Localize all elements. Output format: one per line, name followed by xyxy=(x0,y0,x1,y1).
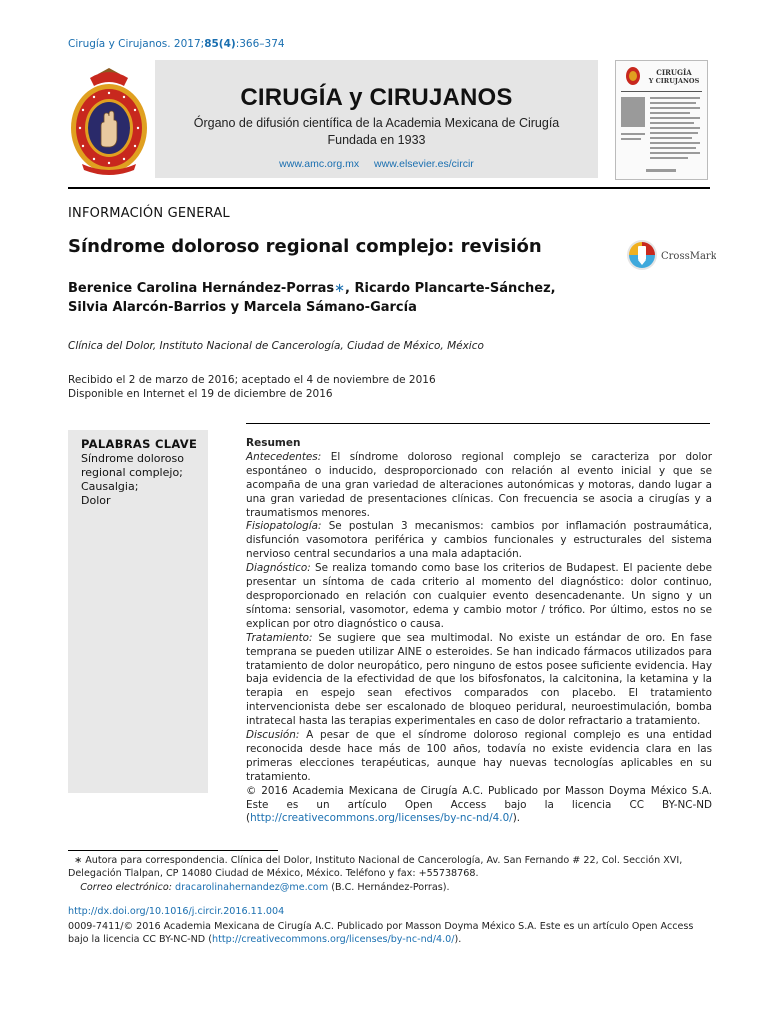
bottom-license-link[interactable]: http://creativecommons.org/licenses/by-nc-nd/4.0/ xyxy=(212,934,455,946)
email-label: Correo electrónico: xyxy=(80,881,172,893)
header-rule xyxy=(68,187,710,189)
copyright-text: © 2016 Academia Mexicana de Cirugía A.C. Publicado por Masson Doyma México S.A. Este es un artículo Open Access bajo la licencia CC BY-NC-ND ( xyxy=(246,784,712,825)
keyword-item: Síndrome doloroso xyxy=(81,452,184,465)
crossmark-badge[interactable] xyxy=(626,238,716,272)
journal-founded: Fundada en 1933 xyxy=(327,133,426,147)
license-end: ). xyxy=(454,934,462,946)
journal-url-elsevier[interactable]: www.elsevier.es/circir xyxy=(374,158,474,170)
abstract-text: Se postulan 3 mecanismos: cambios por inflamación postraumática, disfunción vasomotora periférica y cambios funcionales y estructurales del sistema nervioso central secundarios a una mala adaptación. xyxy=(246,520,712,561)
abstract-diagnostico xyxy=(246,562,712,632)
article-section: INFORMACIÓN GENERAL xyxy=(68,206,230,221)
keywords-list xyxy=(81,452,206,508)
abstract-copyright xyxy=(246,785,712,827)
keywords-heading: PALABRAS CLAVE xyxy=(81,437,198,451)
authors-line1-rest: , Ricardo Plancarte-Sánchez, xyxy=(345,281,556,296)
cover-title-1: CIRUGÍA xyxy=(656,68,692,77)
author-corresponding: Berenice Carolina Hernández-Porras xyxy=(68,281,335,296)
authors-line2: Silvia Alarcón-Barrios y Marcela Sámano-García xyxy=(68,300,417,315)
keyword-item: regional complejo; xyxy=(81,466,183,479)
citation-prefix: Cirugía y Cirujanos. 2017; xyxy=(68,38,205,50)
doi-link[interactable]: http://dx.doi.org/10.1016/j.circir.2016.11.004 xyxy=(68,906,285,917)
journal-urls xyxy=(155,158,598,170)
email-name: (B.C. Hernández-Porras). xyxy=(328,881,450,893)
abstract-heading: Resumen xyxy=(246,437,301,449)
abstract-text: El síndrome doloroso regional complejo se caracteriza por dolor espontáneo o inducido, desproporcionado con relación al evento inicial y que se acompaña de una gran variedad de alteraciones autonómicas y motoras, dando lugar a una gran variedad de presentaciones clínicas. Con frecuencia se asocia a cirugías y a traumatismos menores. xyxy=(246,450,712,519)
keyword-item: Dolor xyxy=(81,494,111,507)
article-authors xyxy=(68,279,588,317)
email-line xyxy=(68,881,712,894)
journal-subtitle: Órgano de difusión científica de la Academia Mexicana de Cirugía xyxy=(193,116,560,130)
copyright-end: ). xyxy=(512,812,521,825)
abstract-text: Se realiza tomando como base los criterios de Budapest. El paciente debe presentar un síntoma de cada criterio al momento del diagnóstico: dolor continuo, desproporcionado en relación con cualquier evento desencadenante. Un signo y un síntoma: sensorial, vasomotor, edema y cambio motor / trófico. Por último, estos no se explican por otro diagnóstico o causa. xyxy=(246,562,712,630)
abstract-label: Discusión: xyxy=(246,729,300,742)
license-text: 0009-7411/© 2016 Academia Mexicana de Cirugía A.C. Publicado por Masson Doyma México S.A. Este es un artículo Open Access bajo la licencia CC BY-NC-ND ( xyxy=(68,921,694,946)
abstract xyxy=(246,437,712,826)
online-date: Disponible en Internet el 19 de diciembre de 2016 xyxy=(68,388,333,400)
license-link[interactable]: http://creativecommons.org/licenses/by-nc-nd/4.0/ xyxy=(250,812,513,825)
crossmark-label: CrossMark xyxy=(661,251,716,262)
received-date: Recibido el 2 de marzo de 2016; aceptado el 4 de noviembre de 2016 xyxy=(68,374,436,386)
footnote-mark: ∗ xyxy=(74,855,83,866)
journal-cover-thumbnail[interactable] xyxy=(615,60,708,180)
abstract-label: Diagnóstico: xyxy=(246,562,311,575)
author-affiliation: Clínica del Dolor, Instituto Nacional de Cancerología, Ciudad de México, México xyxy=(68,340,484,352)
cover-title-2: Y CIRUJANOS xyxy=(648,77,700,85)
abstract-rule xyxy=(246,423,710,424)
abstract-tratamiento xyxy=(246,632,712,729)
abstract-label: Fisiopatología: xyxy=(246,520,322,533)
abstract-fisiopatologia xyxy=(246,520,712,562)
abstract-text: Se sugiere que sea multimodal. No existe un estándar de oro. En fase temprana se pueden utilizar AINE o esteroides. Se han indicado fármacos utilizados para tratamiento de dolor neuropático, pero ninguno de estos posee suficiente evidencia. Hay baja evidencia de la efectividad de que los bifosfonatos, la calcitonina, la ketamina y la terapia en espejo sean efectivos comparados con placebo. El tratamiento intervencionista debe ser escalonado de bloqueo peridural, neuroestimulación, bomba intratecal hasta las terapias experimentales en caso de dolor refractario a tratamiento. xyxy=(246,631,712,728)
journal-title: CIRUGÍA y CIRUJANOS xyxy=(240,84,513,111)
footnote xyxy=(68,854,712,894)
footnote-rule xyxy=(68,850,278,851)
citation-volume: 85(4) xyxy=(204,38,236,50)
email-link[interactable]: dracarolinahernandez@me.com xyxy=(175,881,329,893)
abstract-label: Antecedentes: xyxy=(246,450,322,463)
article-title: Síndrome doloroso regional complejo: revisión xyxy=(68,236,542,257)
correspondence-text: Autora para correspondencia. Clínica del Dolor, Instituto Nacional de Cancerología, Av. San Fernando # 22, Col. Sección XVI, Delegación Tlalpan, CP 14080 Ciudad de México, México. Teléfono y fax: +55738768. xyxy=(68,855,683,880)
journal-citation[interactable] xyxy=(68,38,285,50)
keyword-item: Causalgia; xyxy=(81,480,139,493)
abstract-antecedentes xyxy=(246,451,712,521)
correspondence-note xyxy=(68,854,712,881)
citation-pages: :366–374 xyxy=(235,38,285,50)
abstract-label: Tratamiento: xyxy=(246,631,313,644)
journal-url-amc[interactable]: www.amc.org.mx xyxy=(279,158,360,170)
author-footnote-mark[interactable]: ∗ xyxy=(334,281,346,296)
license-statement xyxy=(68,920,712,947)
academy-crest-logo xyxy=(68,68,150,176)
abstract-discusion xyxy=(246,729,712,785)
article-dates xyxy=(68,373,436,401)
abstract-text: A pesar de que el síndrome doloroso regional complejo es una entidad reconocida desde hace más de 100 años, todavía no existe evidencia clara en las primeras elecciones terapéuticas, aunque hay nuevas tecnologías aplicables en su tratamiento. xyxy=(246,729,712,783)
